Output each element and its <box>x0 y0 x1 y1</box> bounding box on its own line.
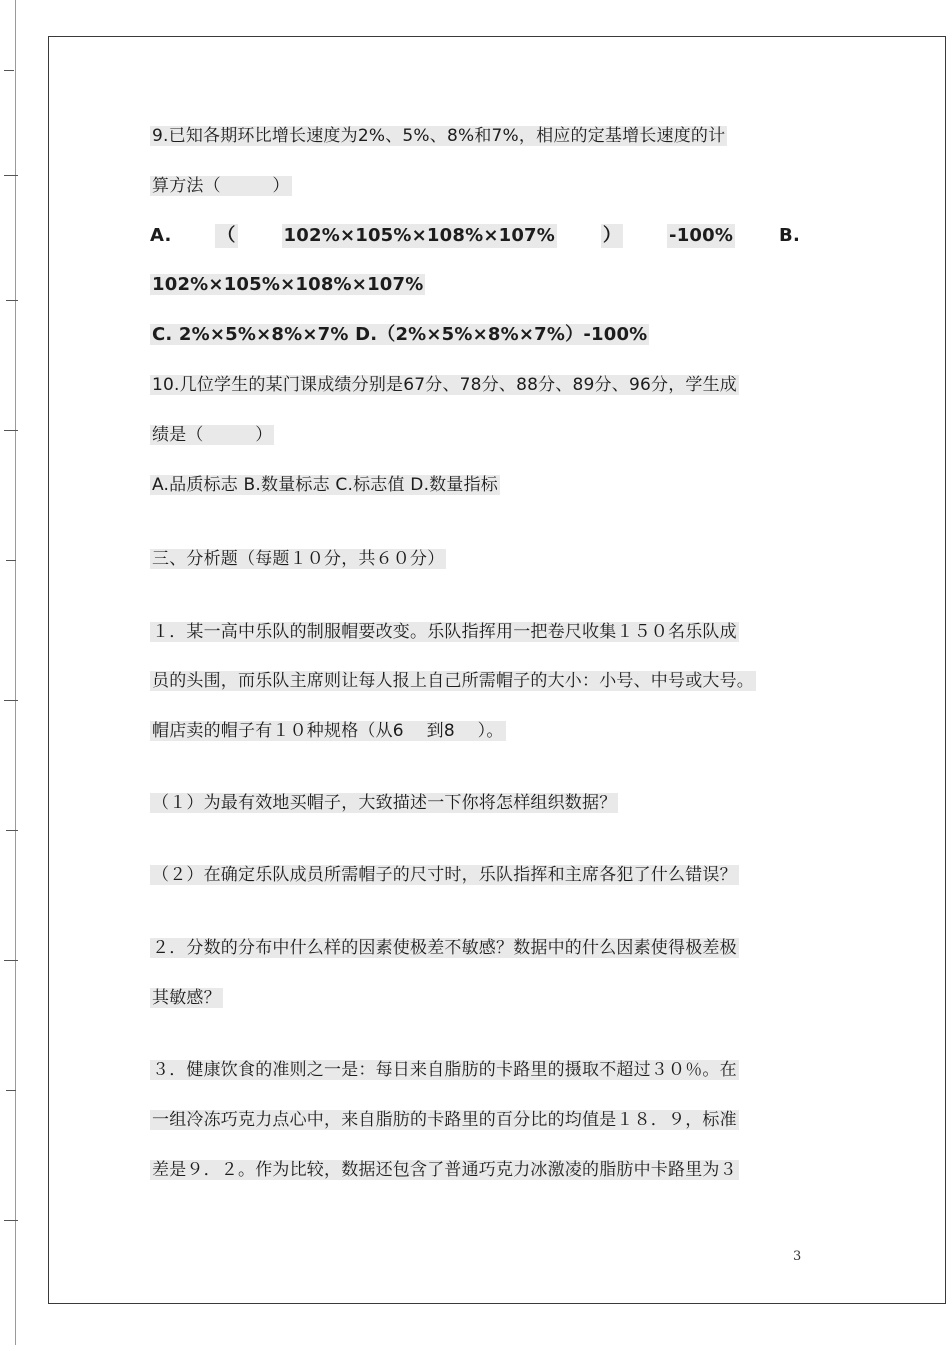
q9-option-a-row <box>150 224 800 248</box>
scan-edge-mark <box>4 700 18 701</box>
q9-stem-line2 <box>150 174 292 198</box>
s3-item1-sub1 <box>150 791 618 815</box>
page-number: 3 <box>793 1249 802 1264</box>
s3-item1-sub2 <box>150 863 739 887</box>
q9-option-b-label: B. <box>779 225 800 246</box>
q9-stem-text: 9.已知各期环比增长速度为2%、5%、8%和7%，相应的定基增长速度的计 <box>152 126 726 146</box>
s3-item3-line2 <box>150 1108 739 1132</box>
q9-option-a-minus: -100% <box>669 225 734 246</box>
scan-edge-mark <box>4 175 18 176</box>
s3-item2-text-2: 其敏感？ <box>152 988 221 1008</box>
s3-item1-sub2-text: （２）在确定乐队成员所需帽子的尺寸时，乐队指挥和主席各犯了什么错误？ <box>152 865 737 885</box>
q10-options-row <box>150 473 500 497</box>
q9-option-cd-row <box>150 323 649 347</box>
q9-option-cd-text: C. 2%×5%×8%×7% D.（2%×5%×8%×7%）-100% <box>152 324 648 345</box>
q9-stem-text-2: 算方法（ ） <box>152 176 290 196</box>
section3-heading <box>150 547 446 571</box>
s3-item3-line3 <box>150 1158 739 1182</box>
q10-stem-line1 <box>150 373 739 397</box>
scan-edge-mark <box>4 430 18 431</box>
scan-edge-mark <box>6 300 18 301</box>
q10-options-text: A.品质标志 B.数量标志 C.标志值 D.数量指标 <box>152 475 498 495</box>
scan-edge-mark <box>6 1090 16 1091</box>
s3-item3-text-2: 一组冷冻巧克力点心中，来自脂肪的卡路里的百分比的均值是１８．９，标准 <box>152 1110 737 1130</box>
scan-edge-mark <box>6 830 18 831</box>
s3-item3-text-3: 差是９．２。作为比较，数据还包含了普通巧克力冰激凌的脂肪中卡路里为３ <box>152 1160 737 1180</box>
s3-item1-line3 <box>150 719 506 743</box>
s3-item3-text-1: ３．健康饮食的准则之一是：每日来自脂肪的卡路里的摄取不超过３０％。在 <box>152 1060 737 1080</box>
q9-stem-line1 <box>150 124 727 148</box>
s3-item1-line1 <box>150 620 739 644</box>
scan-edge-mark <box>4 960 18 961</box>
s3-item2-text-1: ２．分数的分布中什么样的因素使极差不敏感？数据中的什么因素使得极差极 <box>152 938 737 958</box>
scan-edge-mark <box>6 560 16 561</box>
s3-item3-line1 <box>150 1058 739 1082</box>
q10-stem-line2 <box>150 423 274 447</box>
q9-option-a-open-paren: （ <box>217 225 236 246</box>
s3-item1-text-3: 帽店卖的帽子有１０种规格（从6 到8 ）。 <box>152 721 504 741</box>
s3-item2-line1 <box>150 936 739 960</box>
scan-edge-strip <box>0 0 22 1345</box>
q9-option-b-row <box>150 273 425 297</box>
scan-edge-line <box>15 0 16 1345</box>
scan-edge-mark <box>4 70 14 71</box>
q9-option-b-expression: 102%×105%×108%×107% <box>152 274 424 295</box>
s3-item1-sub1-text: （１）为最有效地买帽子，大致描述一下你将怎样组织数据？ <box>152 793 617 813</box>
s3-item1-text-2: 员的头围，而乐队主席则让每人报上自己所需帽子的大小：小号、中号或大号。 <box>152 671 754 691</box>
q9-option-a-label: A. <box>150 225 172 246</box>
q9-option-a-close-paren: ） <box>602 225 622 246</box>
section3-heading-text: 三、分析题（每题１０分，共６０分） <box>152 549 445 569</box>
scan-edge-mark <box>4 1220 18 1221</box>
q10-stem-text-2: 绩是（ ） <box>152 425 273 445</box>
q10-stem-text: 10.几位学生的某门课成绩分别是67分、78分、88分、89分、96分，学生成 <box>152 375 737 395</box>
q9-option-a-expression: 102%×105%×108%×107% <box>283 225 556 246</box>
s3-item1-line2 <box>150 669 756 693</box>
s3-item2-line2 <box>150 986 223 1010</box>
s3-item1-text-1: １．某一高中乐队的制服帽要改变。乐队指挥用一把卷尺收集１５０名乐队成 <box>152 622 737 642</box>
